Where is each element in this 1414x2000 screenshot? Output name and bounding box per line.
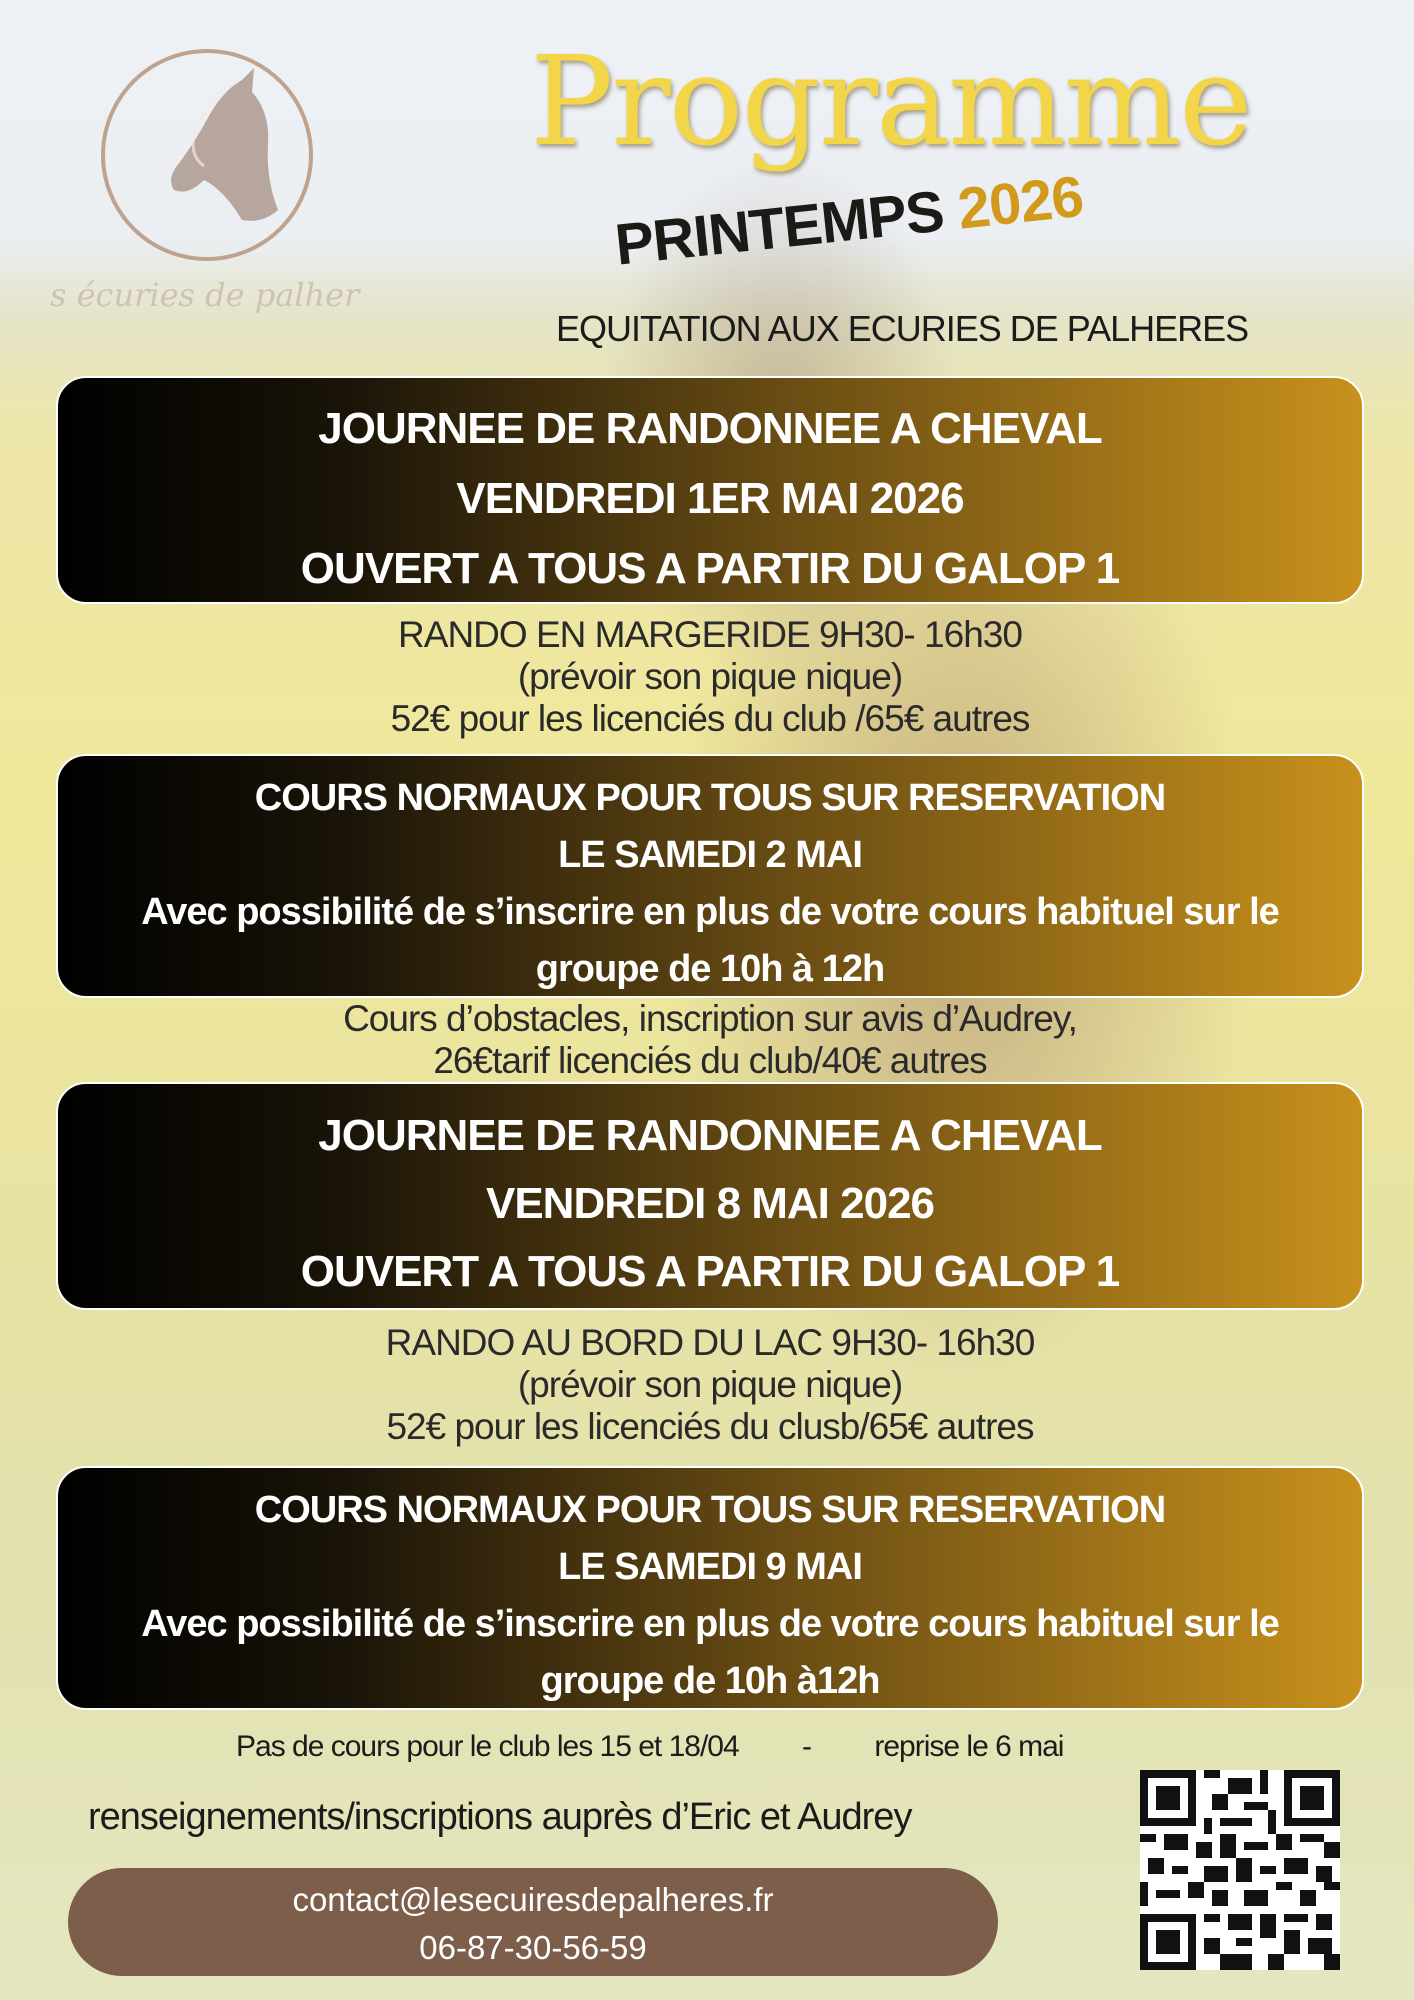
banner-line: JOURNEE DE RANDONNEE A CHEVAL xyxy=(318,404,1102,453)
info-line: (prévoir son pique nique) xyxy=(517,1364,903,1405)
banner-line: JOURNEE DE RANDONNEE A CHEVAL xyxy=(318,1111,1102,1160)
season-year: 2026 xyxy=(954,163,1086,242)
info-line: RANDO EN MARGERIDE 9H30- 16h30 xyxy=(398,614,1022,655)
info-line: 52€ pour les licenciés du club /65€ autres xyxy=(390,698,1030,739)
banner-line: VENDREDI 1ER MAI 2026 xyxy=(456,474,964,523)
info-line: Cours d’obstacles, inscription sur avis d’Audrey, xyxy=(343,998,1077,1039)
info-line: 52€ pour les licenciés du clusb/65€ autres xyxy=(386,1406,1034,1447)
banner-line: COURS NORMAUX POUR TOUS SUR RESERVATION xyxy=(254,1489,1166,1531)
banner-line: groupe de 10h à 12h xyxy=(535,948,885,990)
page-title: Programme xyxy=(530,30,1251,174)
event-info-ride-may-1 xyxy=(56,614,1364,740)
qr-code-icon[interactable] xyxy=(1140,1770,1340,1970)
info-line: 26€tarif licenciés du club/40€ autres xyxy=(433,1040,987,1081)
info-contact-text: renseignements/inscriptions auprès d’Eric et Audrey xyxy=(88,1796,912,1838)
banner-line: OUVERT A TOUS A PARTIR DU GALOP 1 xyxy=(300,544,1120,593)
info-line: RANDO AU BORD DU LAC 9H30- 16h30 xyxy=(385,1322,1035,1363)
horse-logo-icon xyxy=(92,40,322,270)
event-banner-lessons-may-9 xyxy=(56,1466,1364,1710)
contact-pill xyxy=(68,1868,998,1976)
contact-phone[interactable]: 06-87-30-56-59 xyxy=(419,1929,647,1966)
event-banner-ride-may-8 xyxy=(56,1082,1364,1310)
notice-separator: - xyxy=(802,1730,812,1763)
contact-email[interactable]: contact@lesecuiresdepalheres.fr xyxy=(292,1881,774,1918)
banner-line: LE SAMEDI 2 MAI xyxy=(558,834,862,876)
event-info-lessons-may-2 xyxy=(56,998,1364,1082)
event-banner-ride-may-1 xyxy=(56,376,1364,604)
banner-line: OUVERT A TOUS A PARTIR DU GALOP 1 xyxy=(300,1247,1120,1296)
banner-line: Avec possibilité de s’inscrire en plus de votre cours habituel sur le xyxy=(141,1603,1279,1645)
resume-date: reprise le 6 mai xyxy=(874,1730,1064,1763)
info-line: (prévoir son pique nique) xyxy=(517,656,903,697)
event-info-ride-may-8 xyxy=(56,1322,1364,1448)
banner-line: Avec possibilité de s’inscrire en plus de votre cours habituel sur le xyxy=(141,891,1279,933)
banner-line: groupe de 10h à12h xyxy=(540,1660,880,1702)
logo-text: s écuries de palher xyxy=(50,276,360,314)
subtitle: EQUITATION AUX ECURIES DE PALHERES xyxy=(556,308,1249,349)
banner-line: VENDREDI 8 MAI 2026 xyxy=(485,1179,935,1228)
season-word: PRINTEMPS xyxy=(612,178,947,278)
banner-line: COURS NORMAUX POUR TOUS SUR RESERVATION xyxy=(254,777,1166,819)
banner-line: LE SAMEDI 9 MAI xyxy=(558,1546,862,1588)
closure-notice xyxy=(236,1730,1063,1764)
event-banner-lessons-may-2 xyxy=(56,754,1364,998)
closure-dates: Pas de cours pour le club les 15 et 18/04 xyxy=(236,1730,739,1763)
